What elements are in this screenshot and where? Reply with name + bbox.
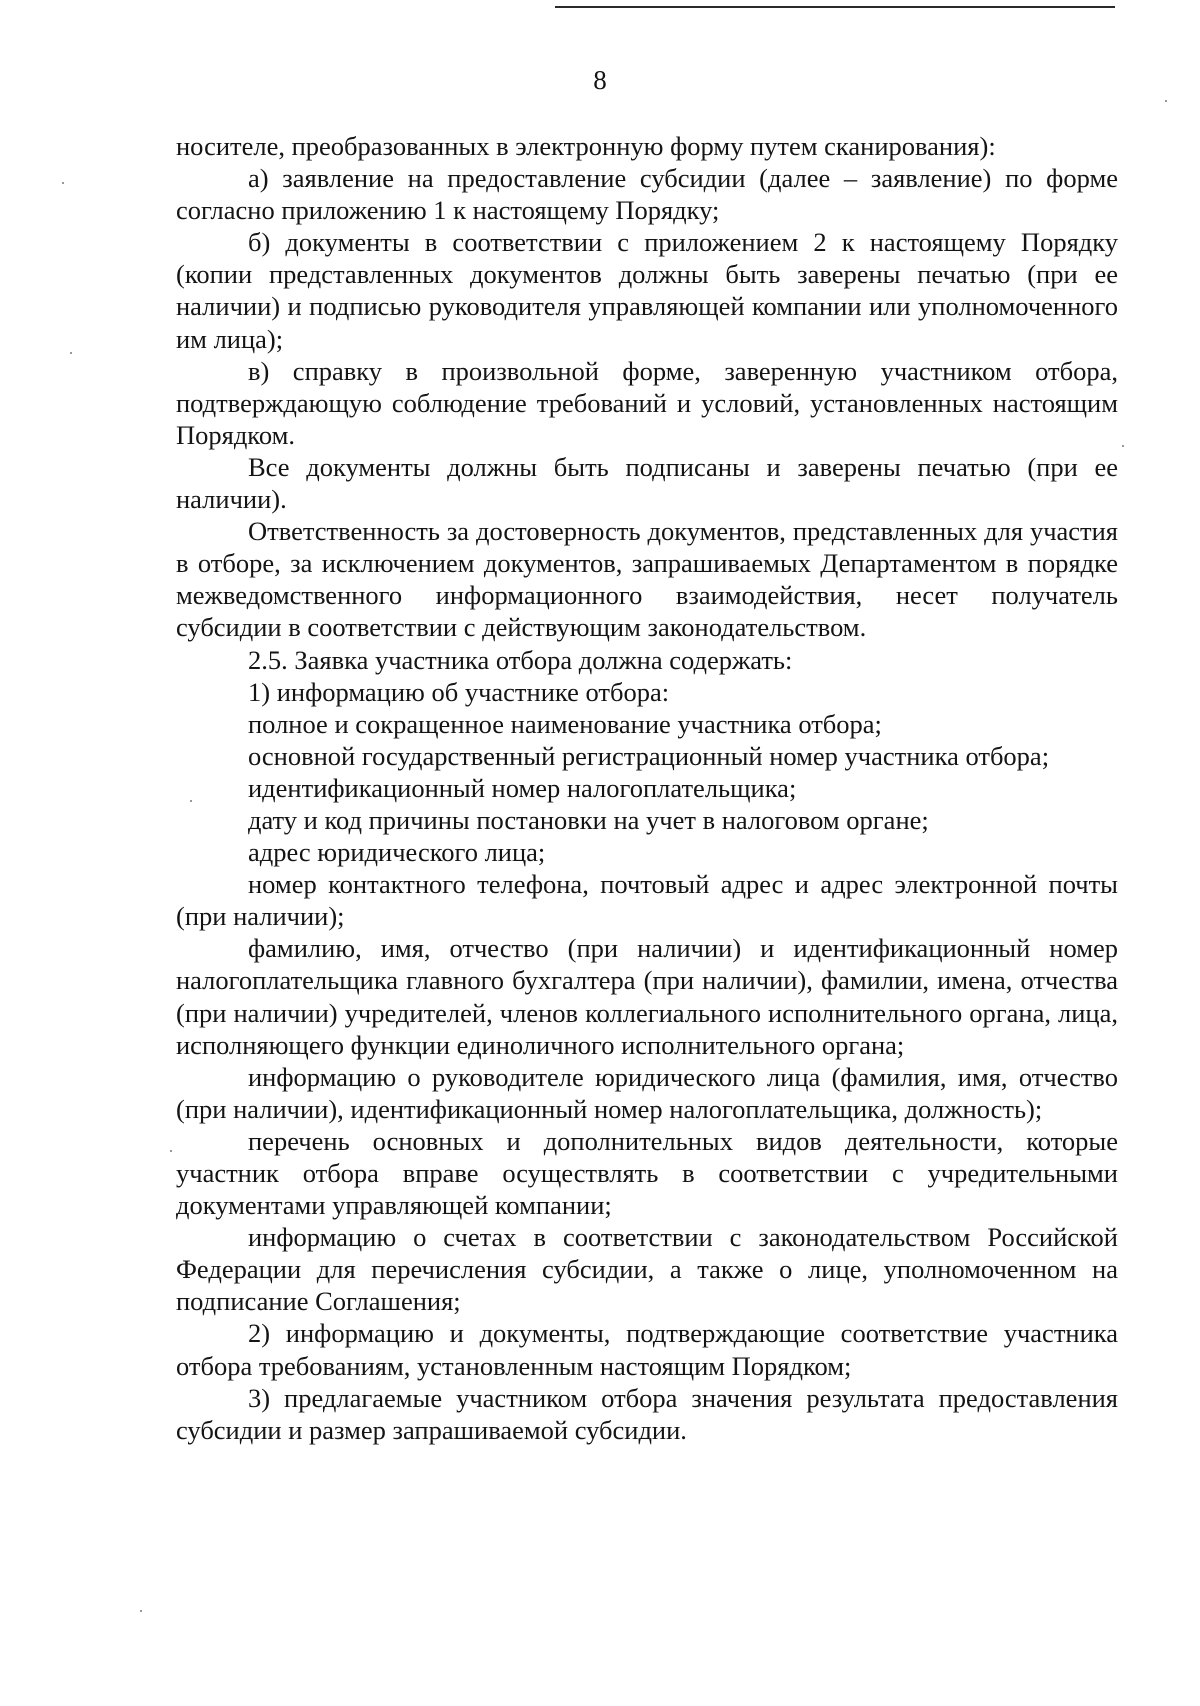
scan-speck [190, 800, 192, 802]
paragraph: носителе, преобразованных в электронную форму путем сканирования): [176, 131, 996, 161]
list-item: дату и код причины постановки на учет в налоговом органе; [248, 804, 929, 835]
list-item: информацию о счетах в соответствии с законодательством Российской Федерации для перечисления субсидии, а также о лице, уполномоченном на подписание Соглашения; [176, 1222, 1118, 1317]
list-item: номер контактного телефона, почтовый адрес и адрес электронной почты (при наличии); [176, 869, 1118, 932]
list-item: идентификационный номер налогоплательщика; [248, 772, 797, 803]
list-item: информацию о руководителе юридического лица (фамилия, имя, отчество (при наличии), идентификационный номер налогоплательщика, должность); [176, 1061, 1118, 1124]
paragraph: Ответственность за достоверность документов, представленных для участия в отборе, за исключением документов, запрашиваемых Департаментом в порядке межведомственного информационного взаимодействия, несет получатель субсидии в соответствии с действующим законодательством. [176, 516, 1118, 643]
section-heading: 2.5. Заявка участника отбора должна содержать: [248, 644, 793, 675]
scan-speck [1122, 445, 1124, 447]
scan-speck [170, 1150, 172, 1152]
scan-speck [140, 1610, 142, 1612]
document-body [176, 130, 1118, 1446]
list-item: 2) информацию и документы, подтверждающие соответствие участника отбора требованиям, установленным настоящим Порядком; [176, 1318, 1118, 1381]
list-item: основной государственный регистрационный номер участника отбора; [248, 740, 1050, 771]
list-item: 3) предлагаемые участником отбора значения результата предоставления субсидии и размер запрашиваемой субсидии. [176, 1382, 1118, 1445]
scan-speck [1165, 100, 1167, 102]
scan-speck [70, 352, 72, 354]
paragraph: б) документы в соответствии с приложением 2 к настоящему Порядку (копии представленных документов должны быть заверены печатью (при ее наличии) и подписью руководителя управляющей компании или уполномоченного им лица); [176, 227, 1118, 354]
page-number: 8 [593, 65, 607, 95]
paragraph: Все документы должны быть подписаны и заверены печатью (при ее наличии). [176, 451, 1118, 515]
scan-speck [62, 182, 64, 184]
top-border-line [555, 6, 1115, 8]
paragraph: а) заявление на предоставление субсидии (далее – заявление) по форме согласно приложению 1 к настоящему Порядку; [176, 163, 1118, 226]
list-item: адрес юридического лица; [248, 837, 546, 868]
paragraph: в) справку в произвольной форме, заверенную участником отбора, подтверждающую соблюдение требований и условий, установленных настоящим Порядком. [176, 355, 1118, 450]
list-item: перечень основных и дополнительных видов деятельности, которые участник отбора вправе осуществлять в соответствии с учредительными документами управляющей компании; [176, 1125, 1118, 1221]
list-item: полное и сокращенное наименование участника отбора; [248, 708, 882, 739]
list-item: 1) информацию об участнике отбора: [248, 676, 670, 707]
list-item: фамилию, имя, отчество (при наличии) и идентификационный номер налогоплательщика главного бухгалтера (при наличии), фамилии, имена, отчества (при наличии) учредителей, членов коллегиального исполнительного органа, лица, исполняющего функции единоличного исполнительного органа; [176, 933, 1118, 1060]
